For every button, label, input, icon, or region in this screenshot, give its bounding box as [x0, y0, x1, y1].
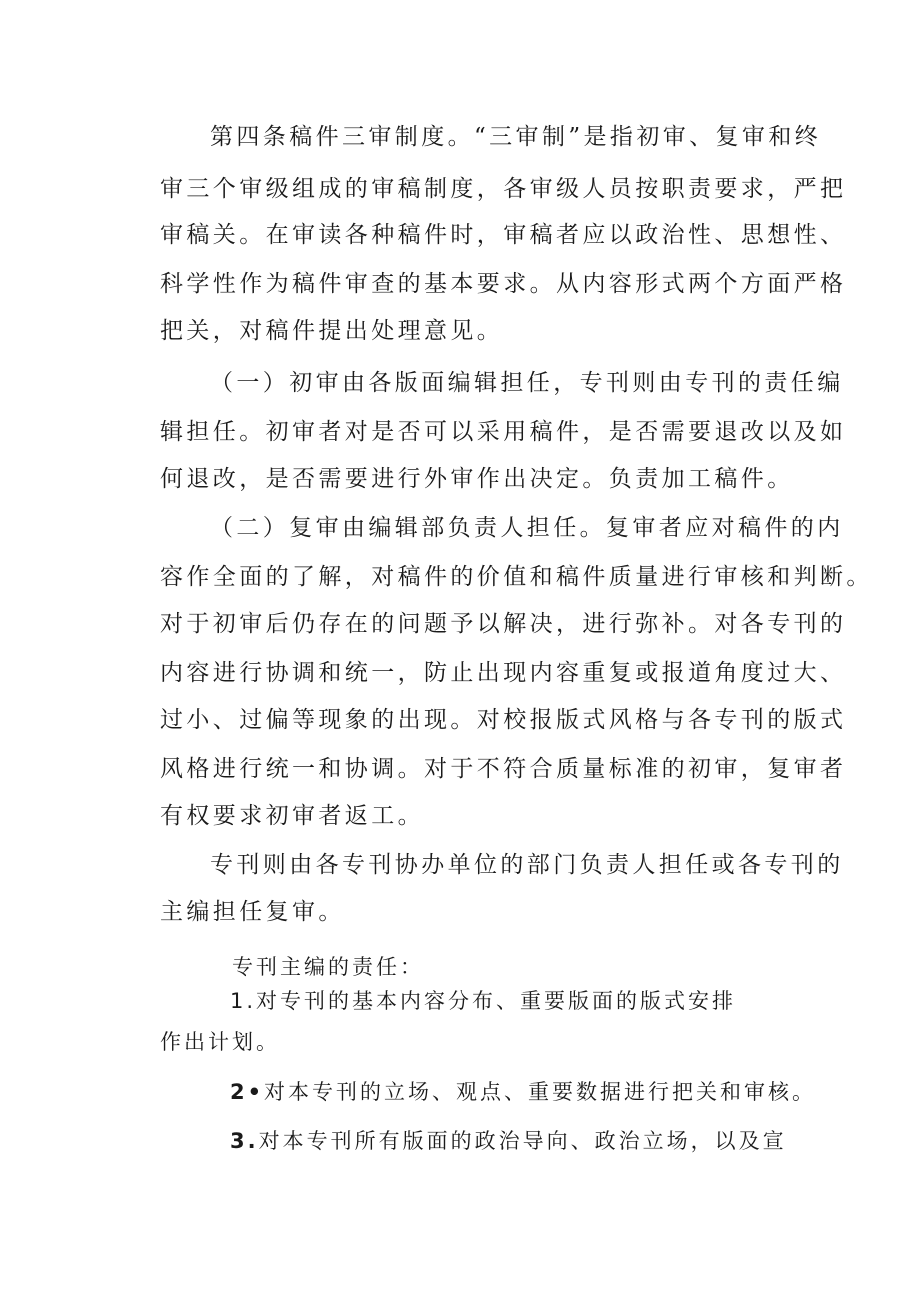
- paragraph-line: （一）初审由各版面编辑担任，专刊则由专刊的责任编: [210, 370, 844, 396]
- list-number: 3.: [230, 1129, 259, 1153]
- paragraph-line: 有权要求初审者返工。: [160, 803, 424, 829]
- paragraph-line: 过小、过偏等现象的出现。对校报版式风格与各专刊的版式: [160, 707, 847, 733]
- list-number: 1.: [230, 989, 257, 1013]
- list-item-text: 对本专刊的立场、观点、重要数据进行把关和审核。: [264, 1080, 817, 1104]
- paragraph-line: 第四条稿件三审制度。“三审制”是指初审、复审和终: [210, 124, 822, 150]
- paragraph-line: 对于初审后仍存在的问题予以解决，进行弥补。对各专刊的: [160, 611, 847, 637]
- paragraph-line: 把关，对稿件提出处理意见。: [160, 318, 504, 344]
- list-number: 2•: [230, 1080, 265, 1104]
- paragraph-line: 内容进行协调和统一，防止出现内容重复或报道角度过大、: [160, 660, 847, 686]
- list-item: [230, 1077, 816, 1107]
- section-heading: 专刊主编的责任：: [232, 955, 424, 979]
- paragraph-line: 容作全面的了解，对稿件的价值和稿件质量进行审核和判断。: [160, 564, 873, 590]
- paragraph-line: 何退改，是否需要进行外审作出决定。负责加工稿件。: [160, 466, 794, 492]
- paragraph-line: 风格进行统一和协调。对于不符合质量标准的初审，复审者: [160, 756, 847, 782]
- list-item: [230, 986, 736, 1016]
- paragraph-line: 科学性作为稿件审查的基本要求。从内容形式两个方面严格: [160, 271, 847, 297]
- list-item-continuation: 作出计划。: [160, 1030, 280, 1054]
- paragraph-line: （二）复审由编辑部负责人担任。复审者应对稿件的内: [210, 515, 844, 541]
- paragraph-line: 审三个审级组成的审稿制度，各审级人员按职责要求，严把: [160, 176, 847, 202]
- paragraph-line: 主编担任复审。: [160, 899, 345, 925]
- list-item-text: 对本专刊所有版面的政治导向、政治立场，以及宣: [258, 1129, 787, 1153]
- paragraph-line: 审稿关。在审读各种稿件时，审稿者应以政治性、思想性、: [160, 222, 847, 248]
- list-item: [230, 1126, 787, 1156]
- paragraph-line: 辑担任。初审者对是否可以采用稿件，是否需要退改以及如: [160, 419, 847, 445]
- paragraph-line: 专刊则由各专刊协办单位的部门负责人担任或各专刊的: [210, 852, 844, 878]
- list-item-text: 对专刊的基本内容分布、重要版面的版式安排: [256, 989, 737, 1013]
